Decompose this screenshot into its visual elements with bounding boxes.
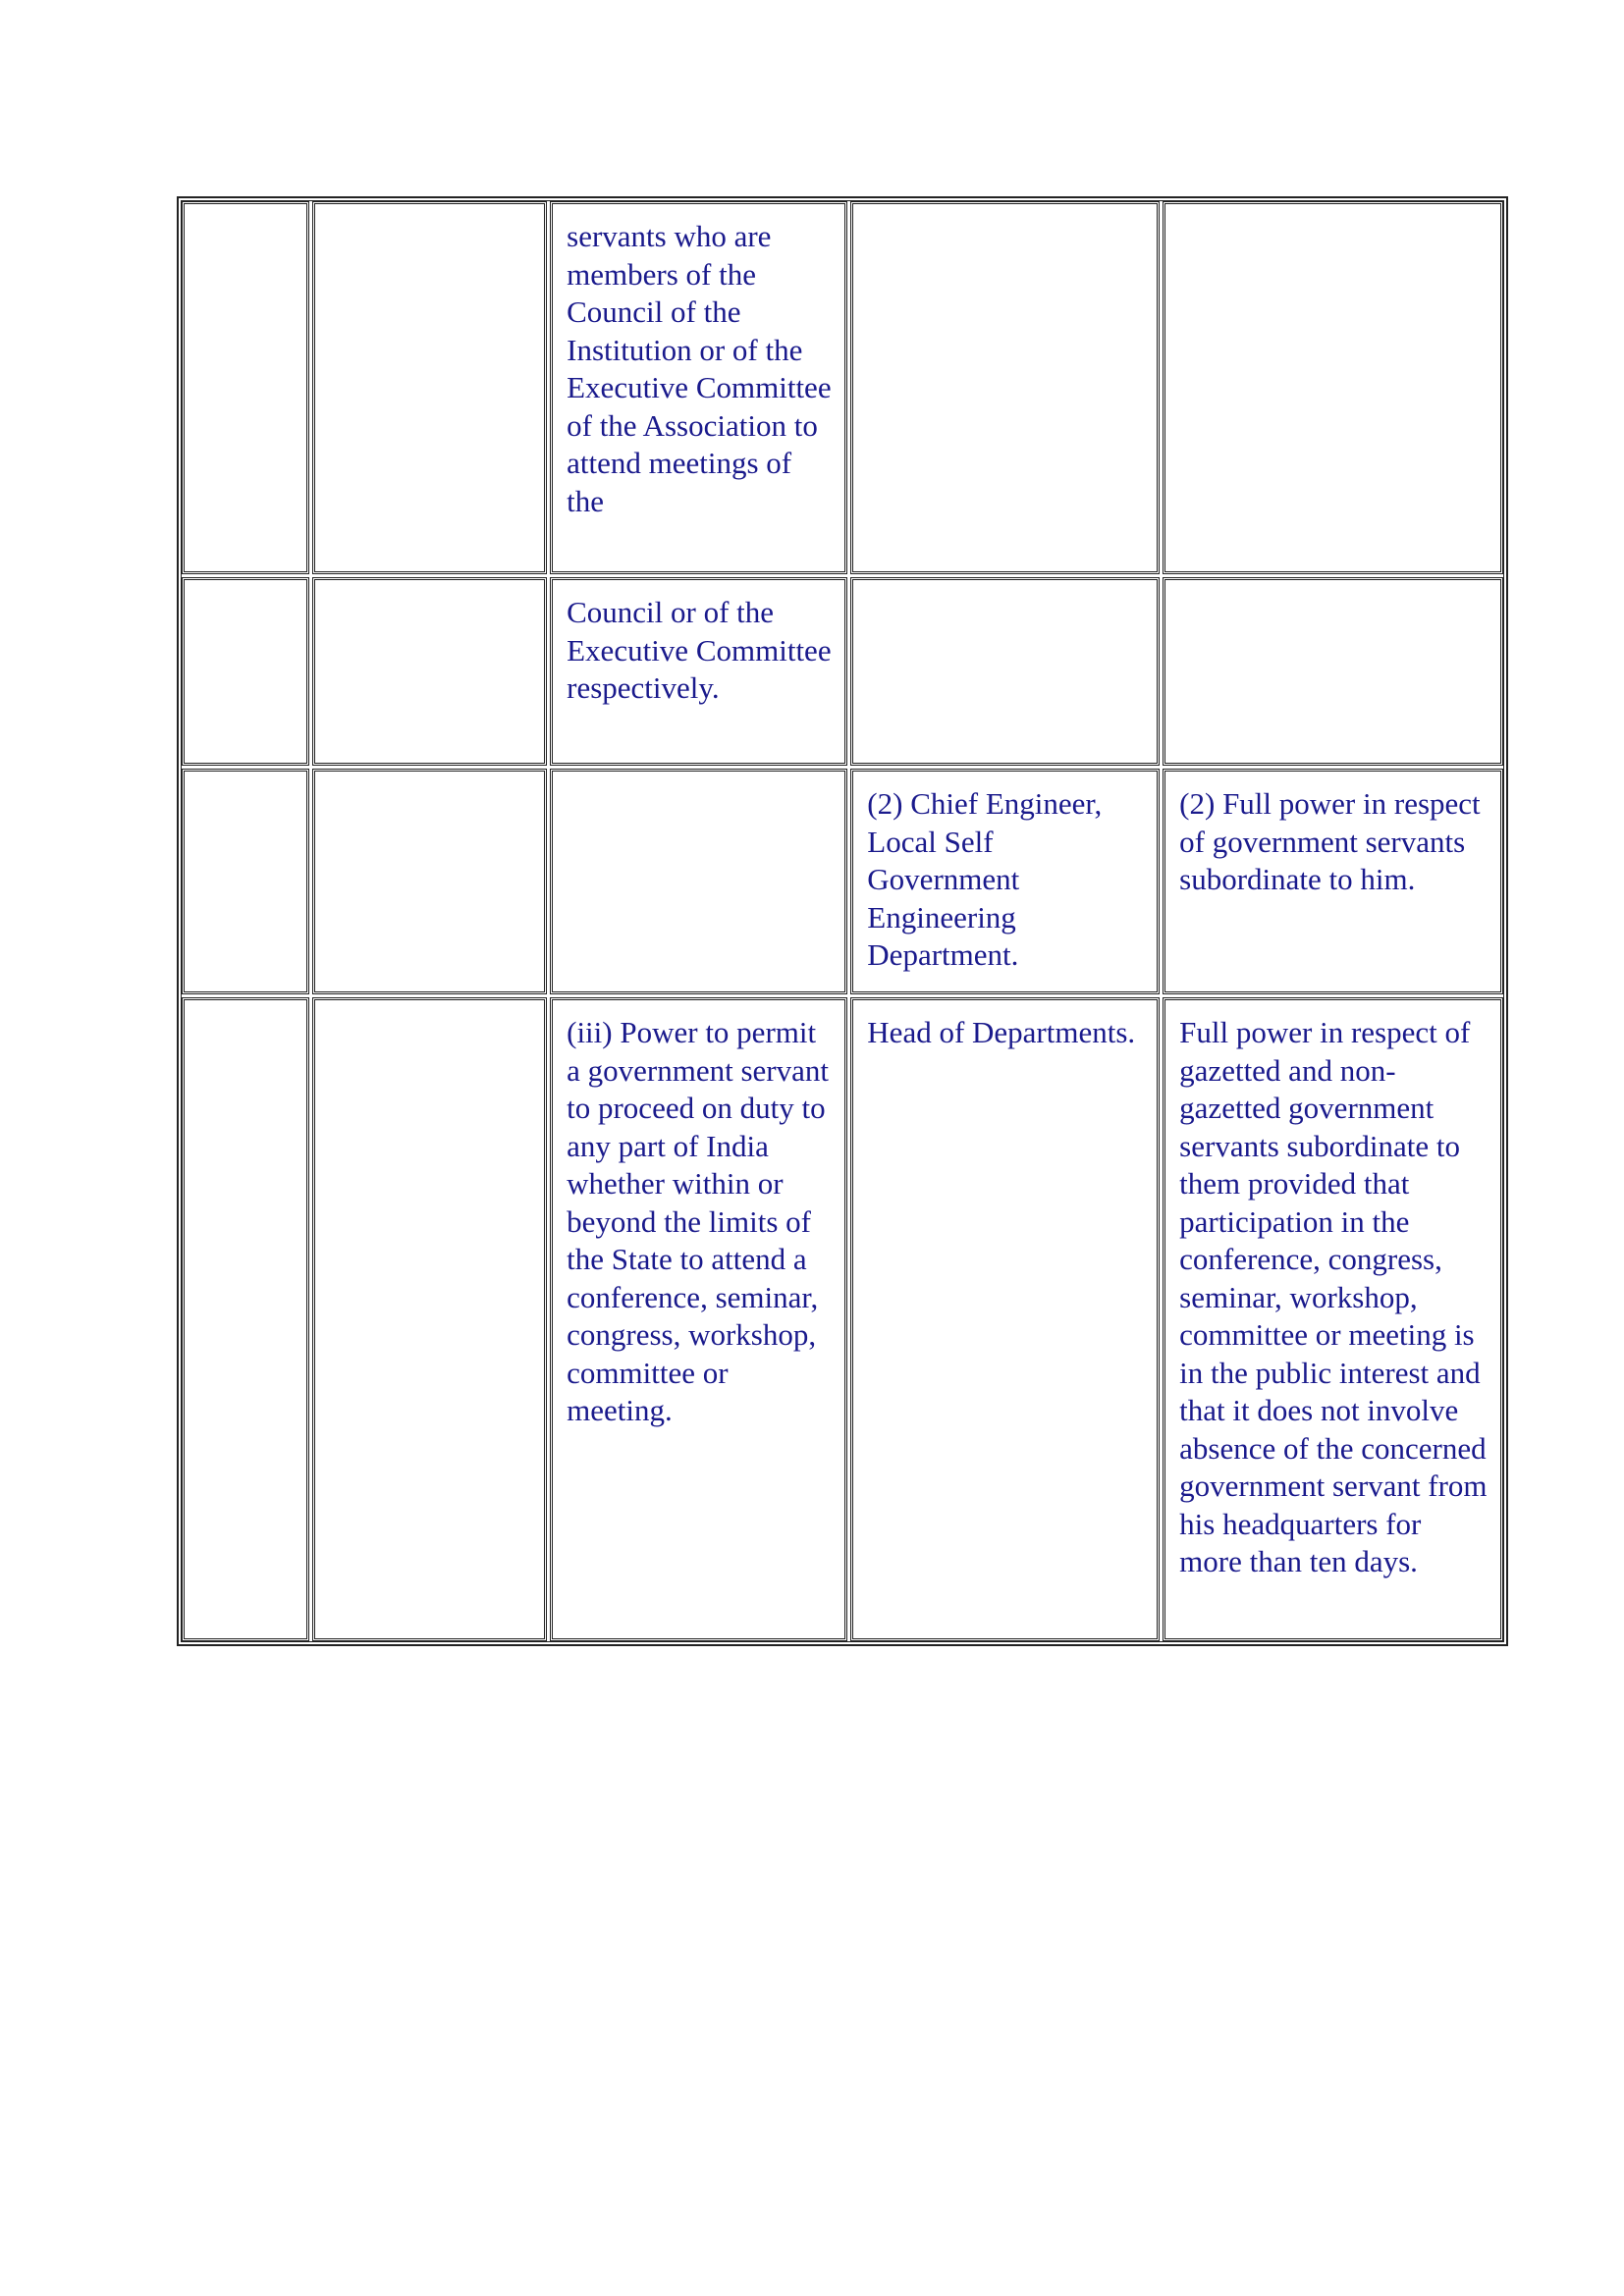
table-cell-reference [312, 769, 547, 994]
table-row [182, 577, 1503, 766]
table-cell-authority: (2) Chief Engineer, Local Self Government Engineering Department. [850, 769, 1160, 994]
table-cell-authority [850, 201, 1160, 574]
table-cell-reference [312, 997, 547, 1641]
table-row [182, 997, 1503, 1641]
table-cell-extent: (2) Full power in respect of government servants subordinate to him. [1163, 769, 1503, 994]
table-cell-serial [182, 201, 309, 574]
table-cell-extent [1163, 201, 1503, 574]
table-cell-nature-of-power [550, 769, 847, 994]
table-cell-reference [312, 201, 547, 574]
table-row [182, 201, 1503, 574]
table-cell-nature-of-power: Council or of the Executive Committee respectively. [550, 577, 847, 766]
table-cell-serial [182, 577, 309, 766]
delegation-table [177, 196, 1508, 1646]
table-cell-authority: Head of Departments. [850, 997, 1160, 1641]
table-cell-reference [312, 577, 547, 766]
table-cell-serial [182, 997, 309, 1641]
table-cell-nature-of-power: (iii) Power to permit a government servant to proceed on duty to any part of India whether within or beyond the limits of the State to attend a conference, seminar, congress, workshop, committee or meeting. [550, 997, 847, 1641]
table-cell-extent [1163, 577, 1503, 766]
table-cell-extent: Full power in respect of gazetted and non-gazetted government servants subordinate to them provided that participation in the conference, congress, seminar, workshop, committee or meeting is in the public interest and that it does not involve absence of the concerned government servant from his headquarters for more than ten days. [1163, 997, 1503, 1641]
table-cell-authority [850, 577, 1160, 766]
table-cell-serial [182, 769, 309, 994]
table-row [182, 769, 1503, 994]
table-cell-nature-of-power: servants who are members of the Council of the Institution or of the Executive Committee of the Association to attend meetings of the [550, 201, 847, 574]
